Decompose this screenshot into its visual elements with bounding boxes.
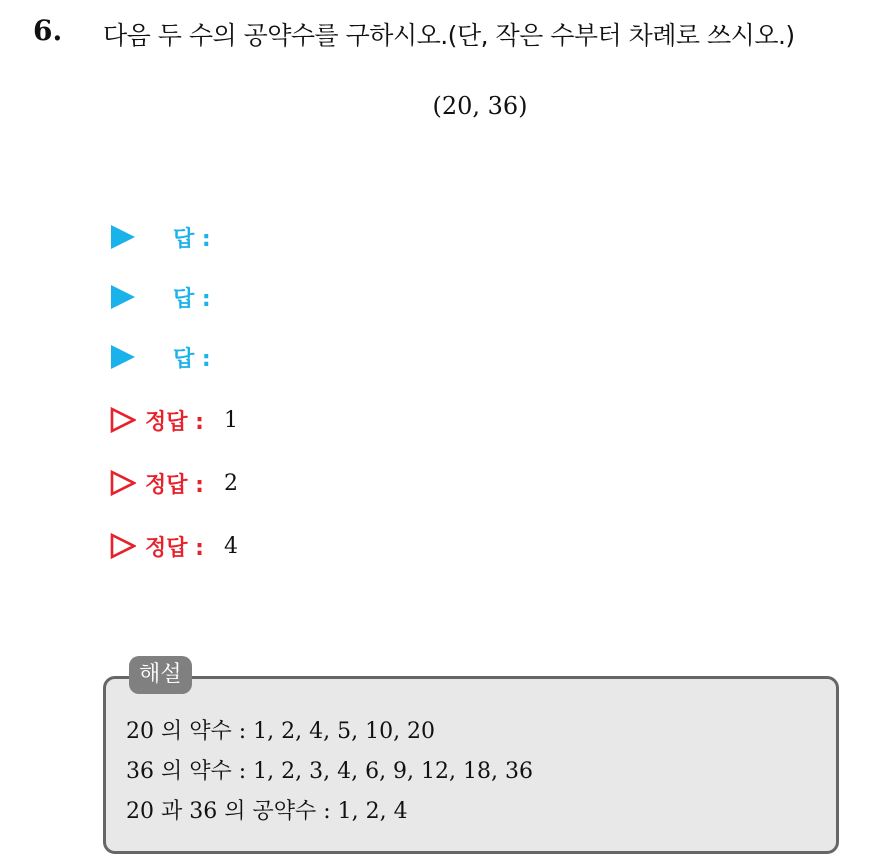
outline-triangle-icon: [110, 407, 136, 433]
question-expression: (20, 36): [432, 92, 528, 120]
answer-key-value: 2: [223, 470, 238, 496]
answer-label: 답 :: [173, 226, 211, 252]
answer-row-2[interactable]: [108, 281, 211, 313]
solution-line-1: 20 의 약수 : 1, 2, 4, 5, 10, 20: [126, 719, 436, 744]
answer-key-value: 1: [223, 407, 238, 433]
answer-key-label: 정답 :: [145, 409, 204, 435]
answer-key-label: 정답 :: [145, 472, 204, 498]
answer-row-1[interactable]: [108, 221, 211, 253]
solution-line-3: 20 과 36 의 공약수 : 1, 2, 4: [126, 799, 408, 824]
answer-key-row-2: [108, 467, 238, 499]
answer-key-value: 4: [223, 533, 238, 559]
answer-key-label: 정답 :: [145, 535, 204, 561]
answer-key-row-1: [108, 404, 238, 436]
play-triangle-icon: [111, 345, 135, 369]
outline-triangle-icon: [110, 533, 136, 559]
answer-label: 답 :: [173, 286, 211, 312]
play-triangle-icon: [111, 225, 135, 249]
question-number: 6.: [33, 14, 63, 47]
answer-row-3[interactable]: [108, 341, 211, 373]
answer-label: 답 :: [173, 346, 211, 372]
solution-tag: 해설: [129, 656, 192, 694]
outline-triangle-icon: [110, 470, 136, 496]
question-text: 다음 두 수의 공약수를 구하시오.(단, 작은 수부터 차례로 쓰시오.): [103, 21, 795, 50]
solution-line-2: 36 의 약수 : 1, 2, 3, 4, 6, 9, 12, 18, 36: [126, 759, 533, 784]
play-triangle-icon: [111, 285, 135, 309]
answer-key-row-3: [108, 530, 238, 562]
